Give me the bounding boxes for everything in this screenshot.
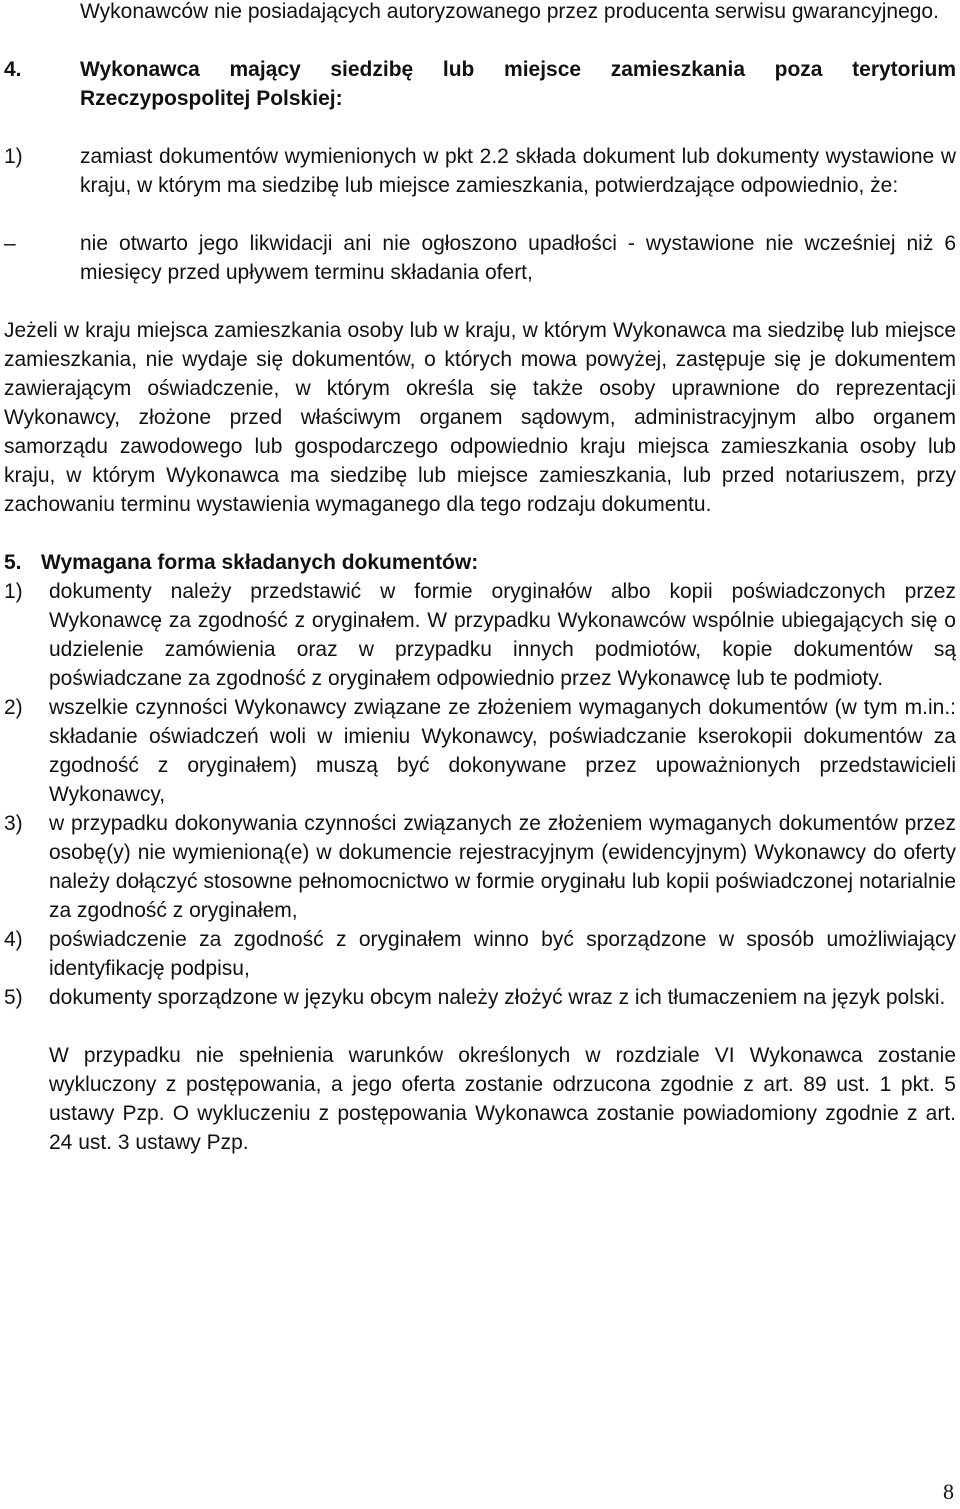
dash-item bbox=[4, 229, 956, 287]
list-number: 1) bbox=[4, 580, 23, 603]
section-5-title: Wymagana forma składanych dokumentów: bbox=[41, 551, 479, 574]
list-text: wszelkie czynności Wykonawcy związane ze złożeniem wymaganych dokumentów (w tym m.in.: składanie oświadczeń woli w imieniu Wykonawcy, poświadczanie kserokopii dokumentów za zgodność z oryginałem) muszą być dokonywane przez upoważnionych przedstawicieli Wykonawcy, bbox=[49, 696, 956, 806]
list-text: zamiast dokumentów wymienionych w pkt 2.2 składa dokument lub dokumenty wystawione w kraju, w którym ma siedzibę lub miejsce zamieszkania, potwierdzające odpowiednio, że: bbox=[80, 145, 956, 197]
list-number: 4) bbox=[4, 928, 23, 951]
list-text: dokumenty należy przedstawić w formie oryginałów albo kopii poświadczonych przez Wykonawcę za zgodność z oryginałem. W przypadku Wykonawców wspólnie ubiegających się o udzielenie zamówienia oraz w przypadku innych podmiotów, kopie dokumentów są poświadczane za zgodność z oryginałem odpowiednio przez Wykonawcę lub te podmioty. bbox=[49, 580, 956, 690]
section-5-item-1 bbox=[4, 577, 956, 693]
closing-paragraph: W przypadku nie spełnienia warunków określonych w rozdziale VI Wykonawca zostanie wykluczony z postępowania, a jego oferta zostanie odrzucona zgodnie z art. 89 ust. 1 pkt. 5 ustawy Pzp. O wykluczeniu z postępowania Wykonawca zostanie powiadomiony zgodnie z art. 24 ust. 3 ustawy Pzp. bbox=[49, 1044, 956, 1154]
section-5-item-4 bbox=[4, 925, 956, 983]
intro-text: Wykonawców nie posiadających autoryzowanego przez producenta serwisu gwarancyjnego. bbox=[80, 0, 939, 23]
list-number: 5) bbox=[4, 986, 23, 1009]
section-5-item-3 bbox=[4, 809, 956, 925]
dash-bullet: – bbox=[4, 232, 16, 255]
document-page bbox=[4, 0, 956, 1157]
section-5-number: 5. bbox=[4, 551, 22, 574]
section-4-number: 4. bbox=[4, 58, 22, 81]
section-5-heading bbox=[4, 548, 956, 577]
dash-text: nie otwarto jego likwidacji ani nie ogłoszono upadłości - wystawione nie wcześniej niż 6 miesięcy przed upływem terminu składania ofert, bbox=[80, 232, 956, 284]
list-number: 1) bbox=[4, 145, 23, 168]
page-number: 8 bbox=[943, 1479, 954, 1504]
section-4-heading bbox=[4, 55, 956, 113]
list-number: 2) bbox=[4, 696, 23, 719]
section-4-paragraph: Jeżeli w kraju miejsca zamieszkania osoby lub w kraju, w którym Wykonawca ma siedzibę lub miejsce zamieszkania, nie wydaje się dokumentów, o których mowa powyżej, zastępuje się je dokumentem zawierającym oświadczenie, w którym określa się także osoby uprawnione do reprezentacji Wykonawcy, złożone przed właściwym organem sądowym, administracyjnym albo organem samorządu zawodowego lub gospodarczego odpowiednio kraju miejsca zamieszkania osoby lub kraju, w którym Wykonawca ma siedzibę lub miejsce zamieszkania, lub przed notariuszem, przy zachowaniu terminu wystawienia wymaganego dla tego rodzaju dokumentu. bbox=[4, 319, 956, 516]
list-text: poświadczenie za zgodność z oryginałem winno być sporządzone w sposób umożliwiający identyfikację podpisu, bbox=[49, 928, 956, 980]
section-4-title: Wykonawca mający siedzibę lub miejsce zamieszkania poza terytorium Rzeczypospolitej Polskiej: bbox=[80, 58, 956, 110]
section-5-item-2 bbox=[4, 693, 956, 809]
section-5-item-5 bbox=[4, 983, 956, 1012]
list-text: w przypadku dokonywania czynności związanych ze złożeniem wymaganych dokumentów przez osobę(y) nie wymienioną(e) w dokumencie rejestracyjnym (ewidencyjnym) Wykonawcy do oferty należy dołączyć stosowne pełnomocnictwo w formie oryginału lub kopii poświadczonej notarialnie za zgodność z oryginałem, bbox=[49, 812, 956, 922]
list-number: 3) bbox=[4, 812, 23, 835]
section-4-item-1 bbox=[4, 142, 956, 200]
list-text: dokumenty sporządzone w języku obcym należy złożyć wraz z ich tłumaczeniem na język polski. bbox=[49, 986, 946, 1009]
